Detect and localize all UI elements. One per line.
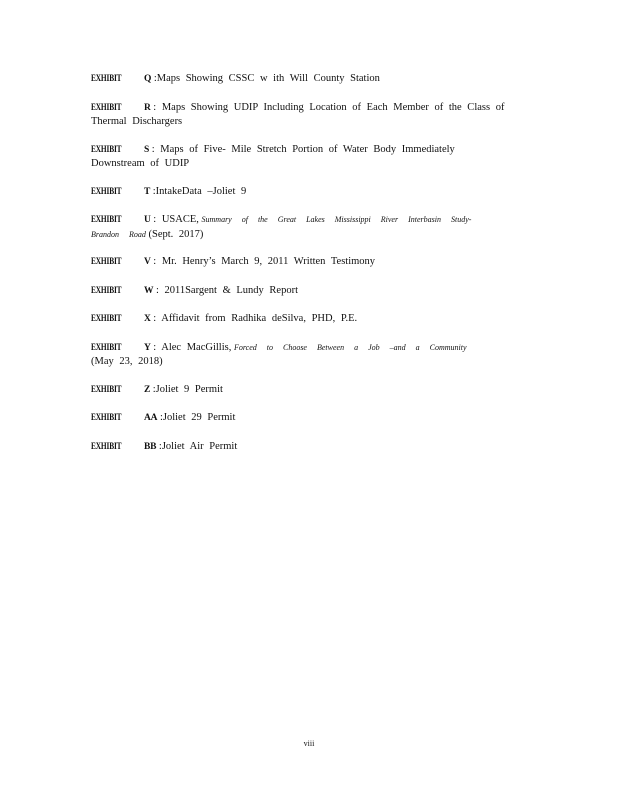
exhibit-label: EXHIBIT (91, 256, 122, 266)
page-number: viii (303, 739, 315, 748)
exhibit-description-line2: (Sept. 2017) (148, 228, 204, 240)
exhibit-entry-s (91, 143, 523, 171)
exhibit-letter: Z (144, 384, 151, 395)
exhibit-letter: T (144, 186, 151, 197)
exhibit-entry-aa (91, 411, 523, 426)
exhibit-entry-t (91, 185, 523, 200)
exhibit-letter: Q (144, 74, 152, 84)
exhibit-description: :Joliet Air Permit (158, 440, 238, 452)
exhibit-letter: R (144, 102, 151, 113)
exhibit-letter: BB (144, 441, 157, 452)
exhibit-entry-q (91, 72, 523, 87)
exhibit-label: EXHIBIT (91, 73, 122, 83)
exhibit-title-italic: Summary of the Great Lakes Mississippi River Interbasin Study- (201, 215, 472, 224)
exhibit-entry-y (91, 341, 523, 369)
exhibit-description-line2: (May 23, 2018) (91, 356, 163, 367)
exhibit-description: :Maps Showing CSSC w ith Will County Station (153, 73, 380, 84)
exhibit-description-line2: Thermal Dischargers (91, 116, 183, 127)
exhibit-entry-u (91, 213, 523, 241)
exhibit-description: :Joliet 29 Permit (159, 412, 236, 423)
exhibit-entry-v (91, 255, 523, 270)
exhibit-description: : Maps of Five- Mile Stretch Portion of Water Body Immediately (151, 143, 455, 155)
exhibit-label: EXHIBIT (91, 440, 122, 451)
exhibit-description: : USACE, (153, 214, 199, 225)
exhibit-letter: X (144, 314, 151, 324)
exhibit-title-italic-line2: Brandon Road (91, 229, 146, 239)
exhibit-entry-r (91, 101, 523, 129)
exhibit-description-line2: Downstream of UDIP (91, 158, 190, 169)
exhibit-label: EXHIBIT (91, 383, 122, 394)
exhibit-entry-bb (91, 440, 523, 455)
exhibit-description: : Affidavit from Radhika deSilva, PHD, P.E. (153, 313, 358, 324)
exhibit-label: EXHIBIT (91, 412, 122, 422)
exhibit-letter: Y (144, 342, 151, 353)
exhibit-letter: W (144, 285, 154, 296)
exhibit-label: EXHIBIT (91, 313, 122, 323)
exhibit-title-italic: Forced to Choose Between a Job –and a Community (233, 342, 467, 352)
exhibit-letter: AA (144, 413, 158, 423)
exhibit-description: : Maps Showing UDIP Including Location of Each Member of the Class of (153, 101, 505, 113)
exhibit-letter: U (144, 215, 151, 225)
exhibit-description: :IntakeData –Joliet 9 (152, 185, 247, 197)
exhibit-description: : 2011Sargent & Lundy Report (155, 284, 299, 296)
exhibit-label: EXHIBIT (91, 341, 122, 352)
exhibit-entry-w (91, 284, 523, 299)
exhibit-label: EXHIBIT (91, 214, 122, 224)
exhibit-label: EXHIBIT (91, 284, 122, 295)
exhibit-letter: V (144, 257, 151, 267)
exhibit-label: EXHIBIT (91, 143, 122, 154)
exhibit-description: : Alec MacGillis, (153, 341, 232, 353)
exhibit-label: EXHIBIT (91, 101, 122, 112)
exhibit-description: :Joliet 9 Permit (152, 383, 223, 395)
exhibit-entry-z (91, 383, 523, 398)
exhibit-list (91, 72, 523, 468)
exhibit-entry-x (91, 312, 523, 327)
exhibit-description: : Mr. Henry’s March 9, 2011 Written Testimony (153, 256, 376, 267)
exhibit-label: EXHIBIT (91, 185, 122, 196)
exhibit-letter: S (144, 144, 150, 155)
